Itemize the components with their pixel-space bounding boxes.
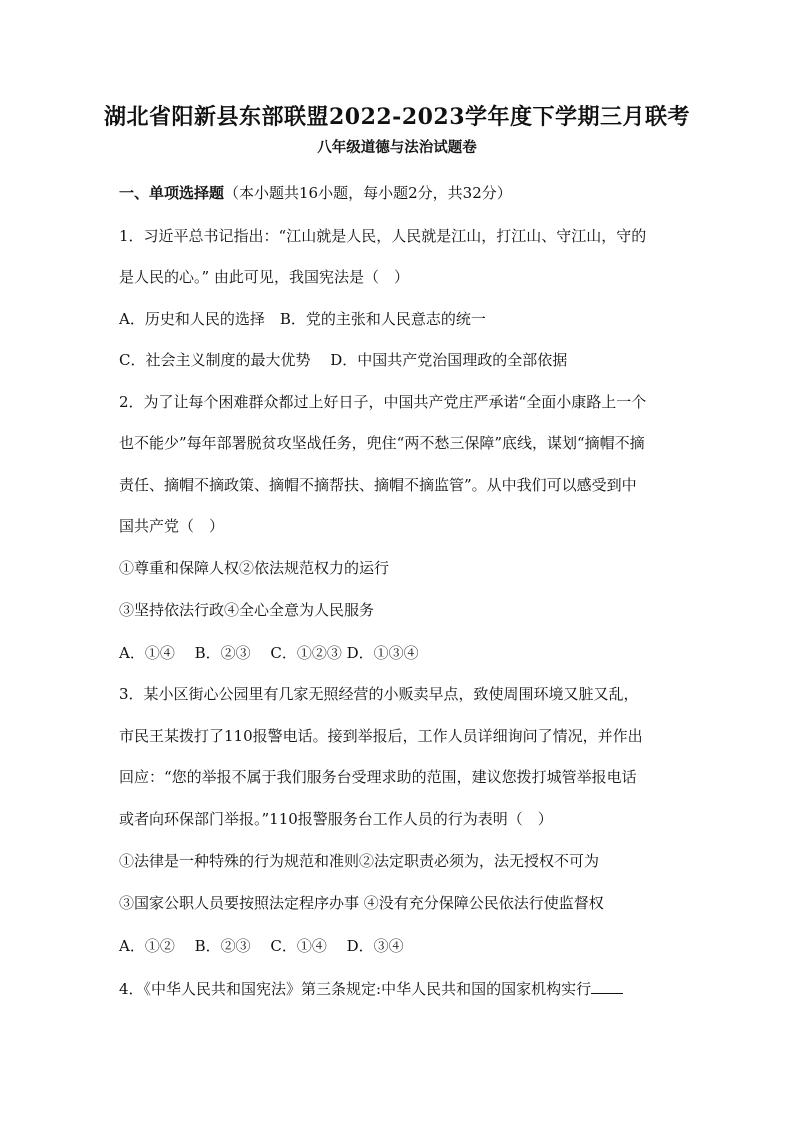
q2-stem-line-3: 责任、摘帽不摘政策、摘帽不摘帮扶、摘帽不摘监管”。从中我们可以感受到中 — [119, 476, 637, 494]
q3-stem-line-2: 市民王某拨打了110报警电话。接到举报后，工作人员详细询问了情况，并作出 — [119, 727, 643, 745]
q4-stem-line-1 — [119, 979, 623, 999]
q3-stem-line-3: 回应：“您的举报不属于我们服务台受理求助的范围，建议您拨打城管举报电话 — [119, 768, 637, 786]
q4-stem-text: 4．《中华人民共和国宪法》第三条规定:中华人民共和国的国家机构实行 — [119, 980, 592, 998]
exam-title: 湖北省阳新县东部联盟2022-2023学年度下学期三月联考 — [103, 104, 691, 130]
q3-stem-line-4: 或者向环保部门举报。”110报警服务台工作人员的行为表明（ ） — [119, 810, 553, 828]
section-heading: 一、单项选择题 — [119, 184, 225, 202]
section-heading-line — [119, 183, 512, 203]
q3-statements-2: ③国家公职人员要按照法定程序办事 ④没有充分保障公民依法行使监督权 — [119, 894, 604, 912]
q2-options: A．①④ B．②③ C．①②③ D．①③④ — [119, 644, 419, 662]
q2-stem-line-4: 国共产党（ ） — [119, 517, 225, 535]
exam-subtitle: 八年级道德与法治试题卷 — [317, 139, 477, 156]
q2-stem-line-2: 也不能少”每年部署脱贫攻坚战任务，兜住“两不愁三保障”底线，谋划“摘帽不摘 — [119, 434, 645, 452]
q2-stem-line-1: 2．为了让每个困难群众都过上好日子，中国共产党庄严承诺“全面小康路上一个 — [119, 393, 647, 411]
q2-statements-2: ③坚持依法行政④全心全意为人民服务 — [119, 601, 375, 619]
q2-statements-1: ①尊重和保障人权②依法规范权力的运行 — [119, 559, 390, 577]
q3-statements-1: ①法律是一种特殊的行为规范和准则②法定职责必须为，法无授权不可为 — [119, 852, 600, 870]
q1-options-ab: A．历史和人民的选择 B．党的主张和人民意志的统一 — [119, 310, 486, 328]
q3-options: A．①② B．②③ C．①④ D．③④ — [119, 937, 404, 955]
answer-blank — [591, 979, 623, 994]
q1-options-cd: C．社会主义制度的最大优势 D．中国共产党治国理政的全部依据 — [119, 351, 568, 369]
q3-stem-line-1: 3．某小区街心公园里有几家无照经营的小贩卖早点，致使周围环境又脏又乱， — [119, 685, 639, 703]
q1-stem-line-1: 1．习近平总书记指出：“江山就是人民，人民就是江山，打江山、守江山，守的 — [119, 227, 647, 245]
section-note: （本小题共16小题，每小题2分，共32分） — [224, 184, 512, 202]
q1-stem-line-2: 是人民的心。” 由此可见，我国宪法是（ ） — [119, 268, 409, 286]
